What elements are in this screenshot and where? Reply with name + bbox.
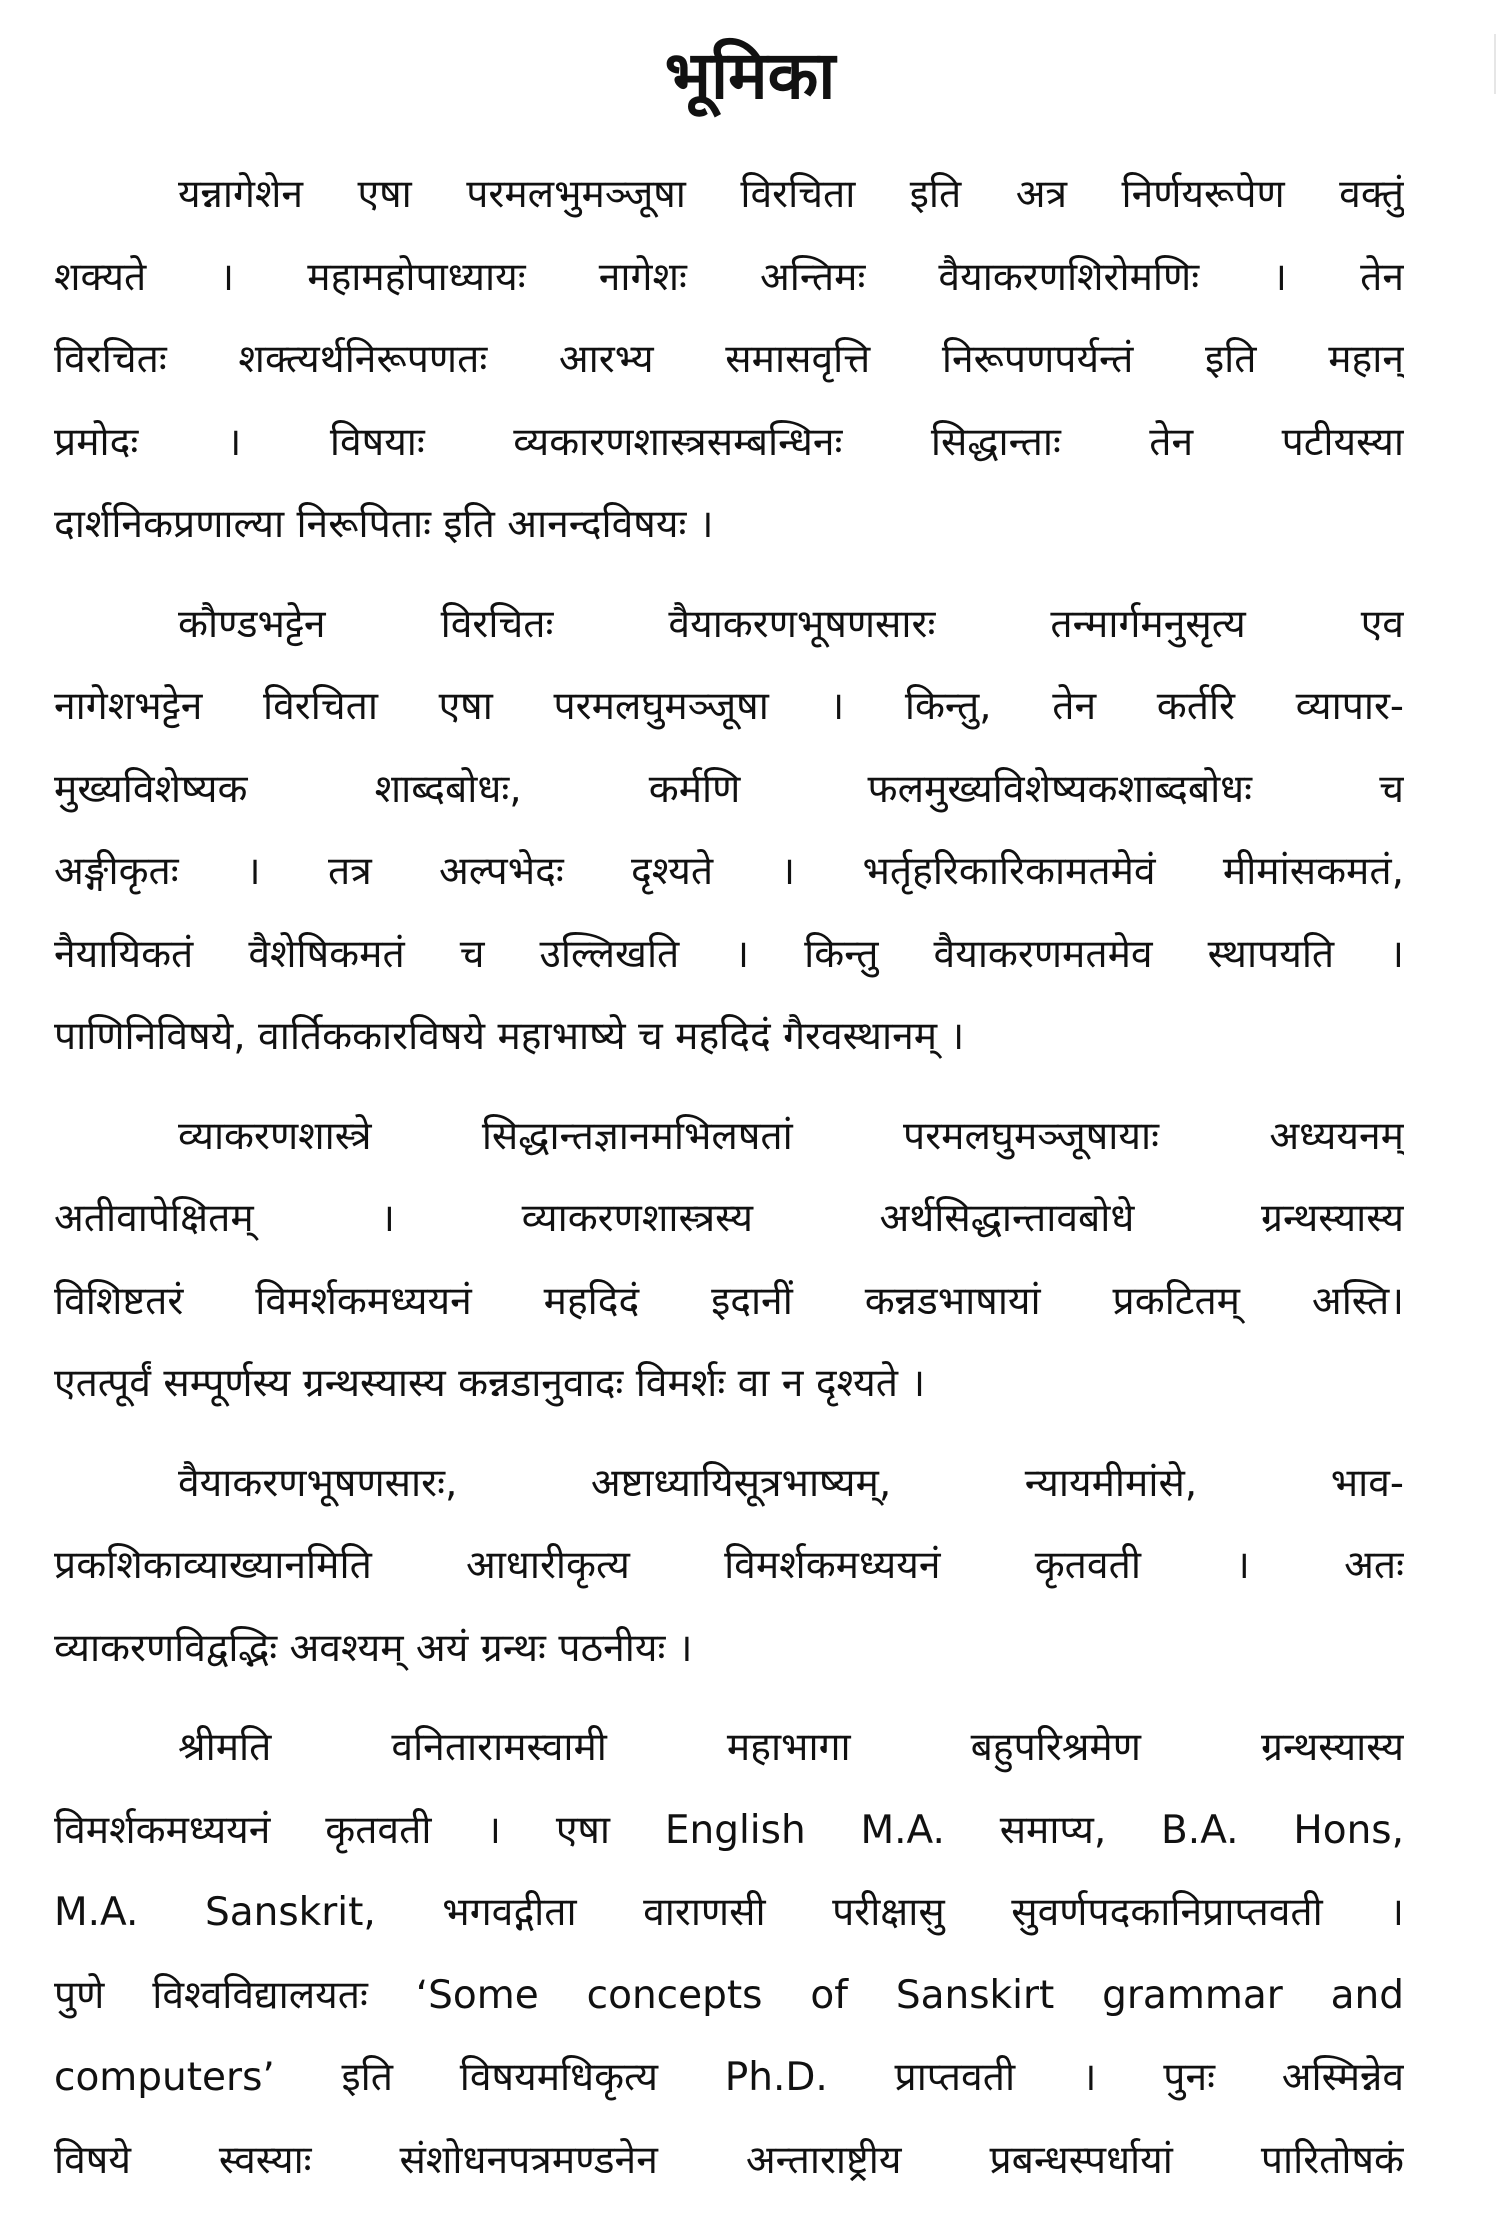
text-line: प्रमोदः । विषयाः व्यकारणशास्त्रसम्बन्धिनः सिद्धान्ताः तेन पटीयस्या (54, 419, 1404, 465)
text-line: नैयायिकतं वैशेषिकमतं च उल्लिखति । किन्तु वैयाकरणमतमेव स्थापयति । (54, 931, 1404, 977)
paragraph-1 (54, 154, 1404, 567)
text-line: M.A. Sanskrit, भगवद्गीता वाराणसी परीक्षासु सुवर्णपदकानिप्राप्तवती । (54, 1890, 1404, 1935)
text-line: पाणिनिविषये, वार्तिककारविषये महाभाष्ये च महदिदं गैरवस्थानम् । (54, 1014, 965, 1059)
scan-edge-mark (1494, 34, 1496, 94)
paragraph-4 (54, 1443, 1404, 1691)
text-line: विमर्शकमध्ययनं कृतवती । एषा English M.A. समाप्य, B.A. Hons, (54, 1807, 1404, 1853)
page-title: भूमिका (664, 37, 836, 114)
text-line: मुख्यविशेष्यक शाब्दबोधः, कर्मणि फलमुख्यविशेष्यकशाब्दबोधः च (54, 766, 1404, 812)
text-line: नागेशभट्टेन विरचिता एषा परमलघुमञ्जूषा । किन्तु, तेन कर्तरि व्यापार- (54, 684, 1404, 729)
text-line: पुणे विश्वविद्यालयतः ‘Some concepts of Sanskirt grammar and (54, 1972, 1404, 2018)
text-line: श्रीमति वनितारामस्वामी महाभागा बहुपरिश्रमेण ग्रन्थस्यास्य (178, 1725, 1404, 1770)
paragraph-2 (54, 584, 1404, 1079)
text-line: दार्शनिकप्रणाल्या निरूपिताः इति आनन्दविषयः । (54, 502, 714, 547)
text-line: अतीवापेक्षितम् । व्याकरणशास्त्रस्य अर्थसिद्धान्तावबोधे ग्रन्थस्यास्य (54, 1196, 1404, 1241)
text-line: computers’ इति विषयमधिकृत्य Ph.D. प्राप्तवती । पुनः अस्मिन्नेव (54, 2055, 1404, 2100)
text-line: प्रकशिकाव्याख्यानमिति आधारीकृत्य विमर्शकमध्ययनं कृतवती । अतः (54, 1543, 1404, 1588)
text-line: विशिष्टतरं विमर्शकमध्ययनं महदिदं इदानीं कन्नडभाषायां प्रकटितम् अस्ति। (54, 1278, 1404, 1324)
text-line: विषये स्वस्याः संशोधनपत्रमण्डनेन अन्ताराष्ट्रीय प्रबन्धस्पर्धायां पारितोषकं (54, 2137, 1404, 2183)
text-line: व्याकरणशास्त्रे सिद्धान्तज्ञानमभिलषतां परमलघुमञ्जूषायाः अध्ययनम् (178, 1113, 1404, 1159)
paragraph-3 (54, 1096, 1404, 1426)
text-line: अङ्गीकृतः । तत्र अल्पभेदः दृश्यते । भर्तृहरिकारिकामतमेवं मीमांसकमतं, (54, 849, 1404, 894)
text-line: शक्यते । महामहोपाध्यायः नागेशः अन्तिमः वैयाकरणशिरोमणिः । तेन (54, 254, 1404, 300)
paragraph-5 (54, 1707, 1404, 2202)
text-line: व्याकरणविद्वद्भिः अवश्यम् अयं ग्रन्थः पठनीयः । (54, 1625, 693, 1671)
text-line: एतत्पूर्वं सम्पूर्णस्य ग्रन्थस्यास्य कन्नडानुवादः विमर्शः वा न दृश्यते । (54, 1361, 926, 1406)
text-line: वैयाकरणभूषणसारः, अष्टाध्यायिसूत्रभाष्यम्, न्यायमीमांसे, भाव- (178, 1460, 1404, 1506)
text-line: विरचितः शक्त्यर्थनिरूपणतः आरभ्य समासवृत्ति निरूपणपर्यन्तं इति महान् (54, 337, 1404, 382)
text-line: कौण्डभट्टेन विरचितः वैयाकरणभूषणसारः तन्मार्गमनुसृत्य एव (178, 601, 1404, 647)
body-text (54, 154, 1404, 2219)
text-line: यन्नागेशेन एषा परमलभुमञ्जूषा विरचिता इति अत्र निर्णयरूपेण वक्तुं (178, 172, 1404, 217)
